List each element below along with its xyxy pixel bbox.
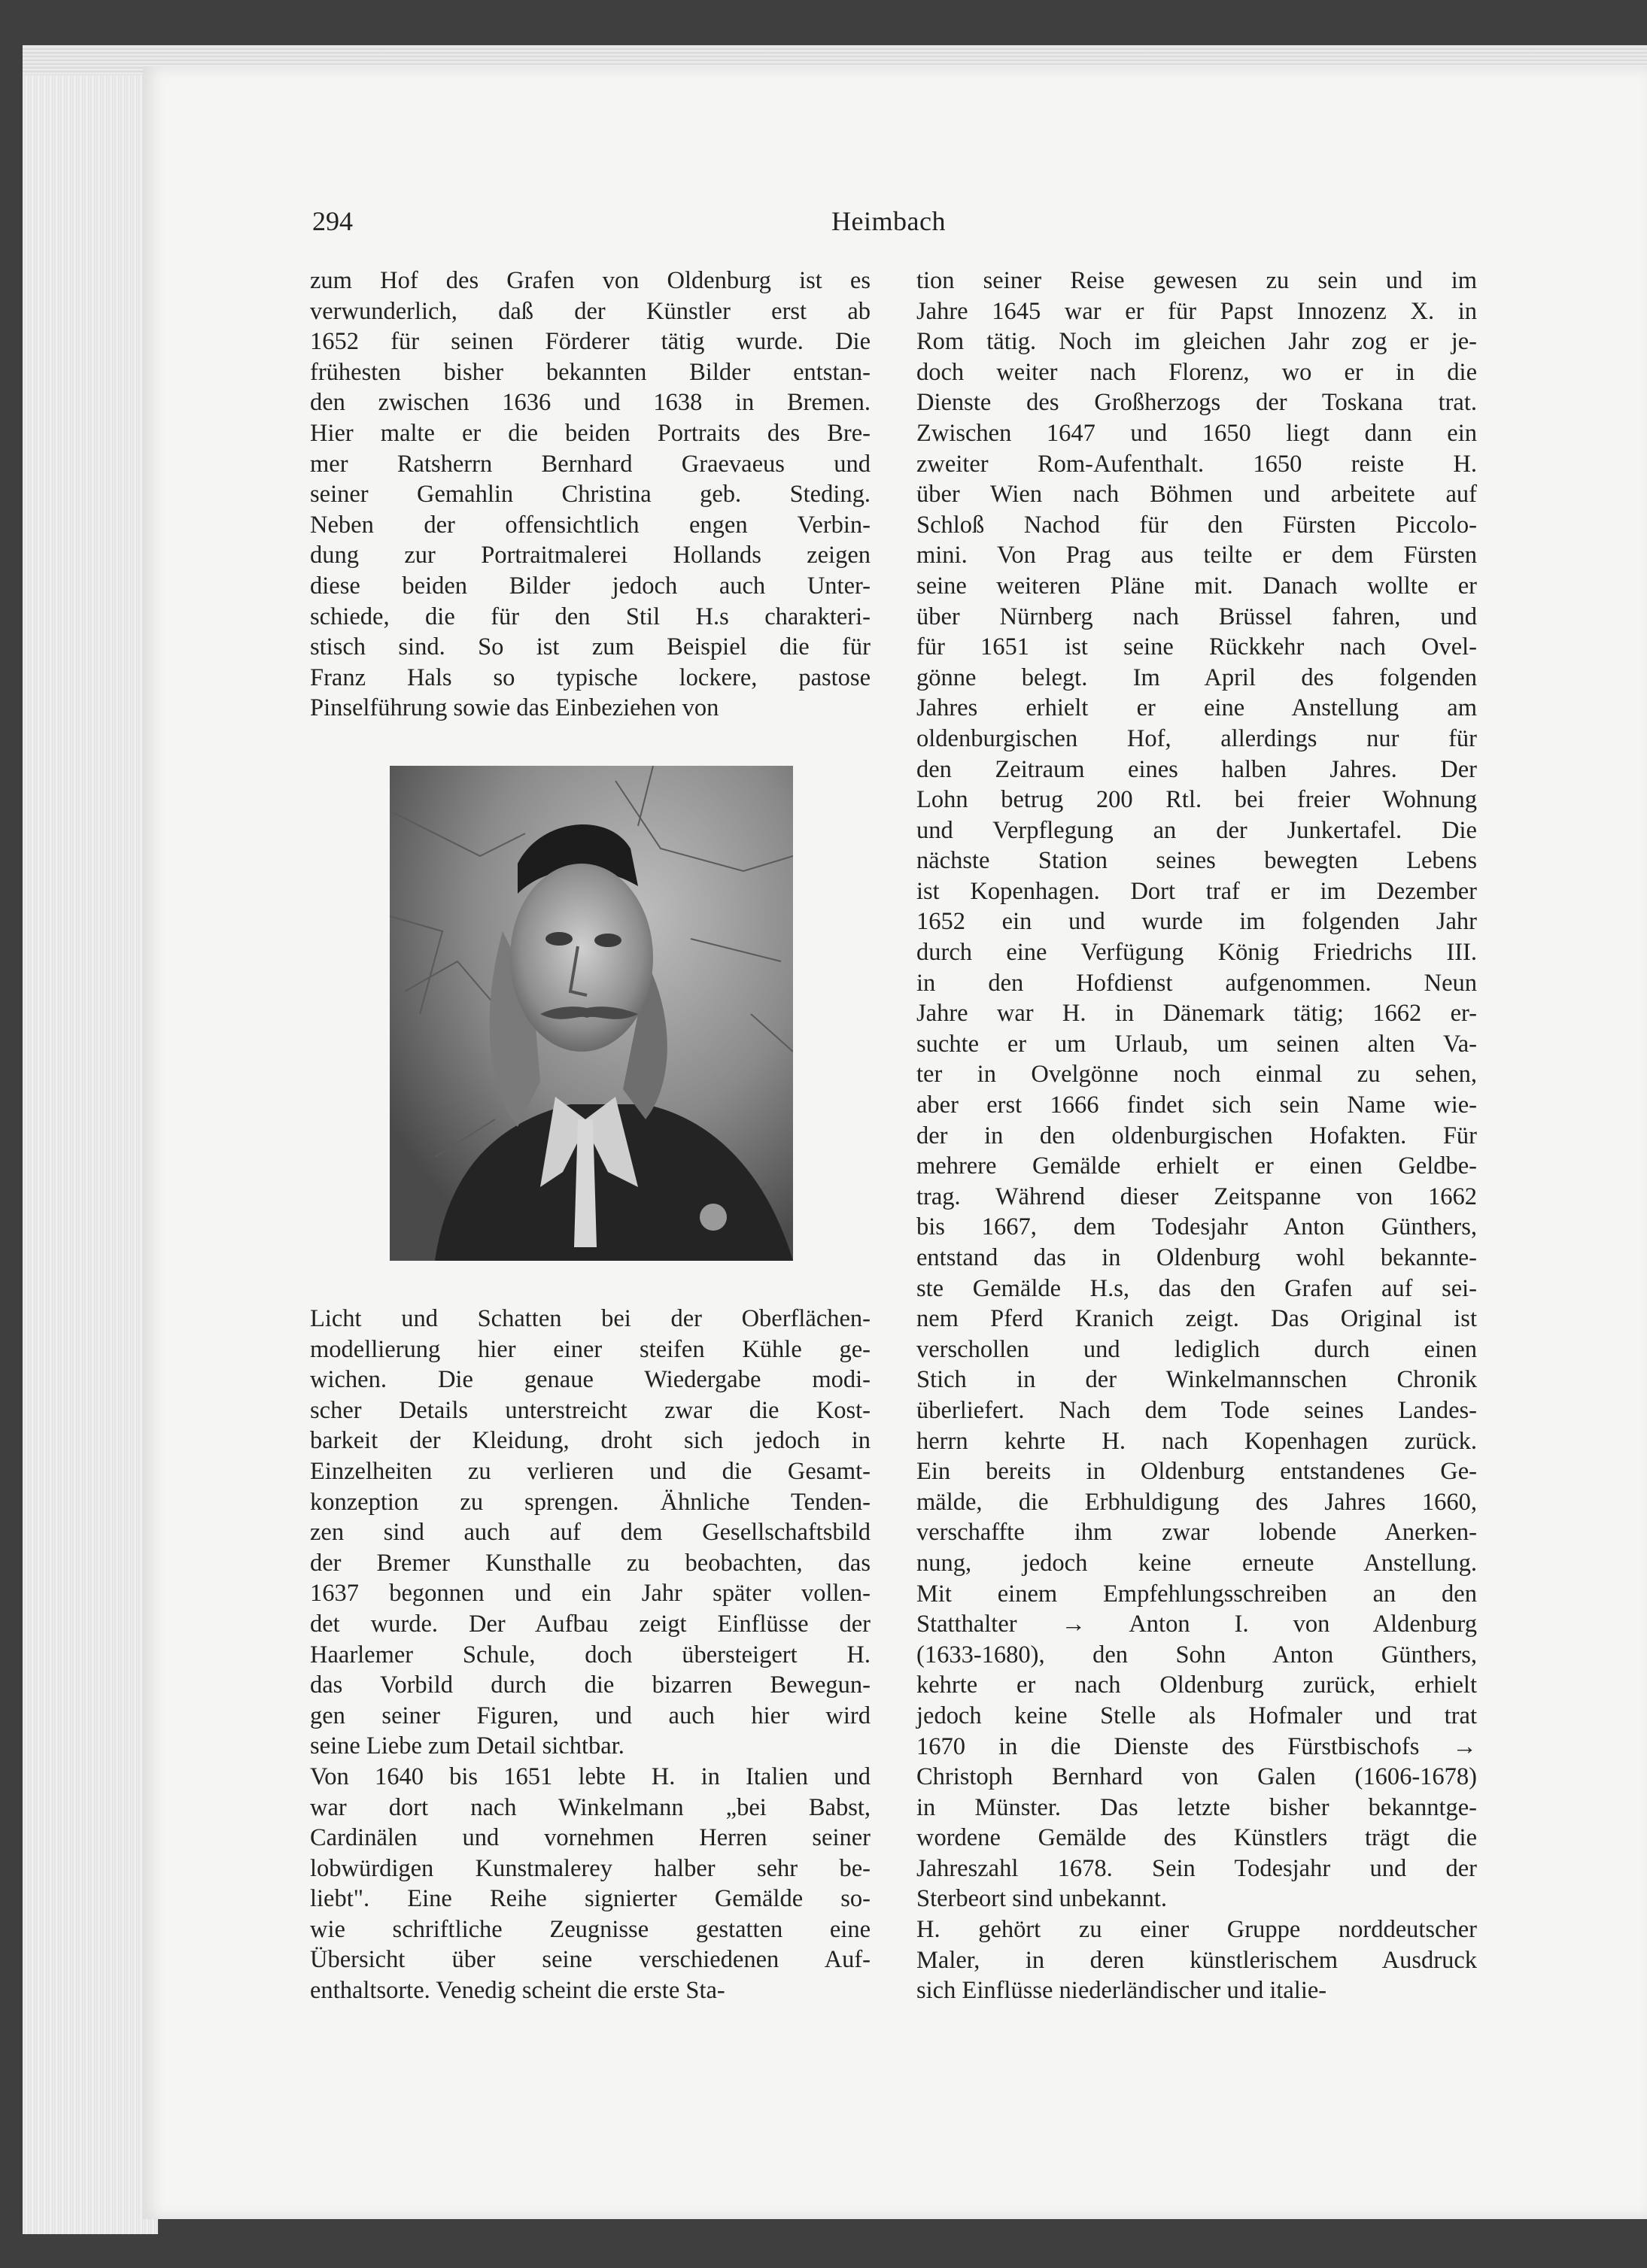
text-line: modellierung hier einer steifen Kühle ge- <box>310 1335 871 1363</box>
text-line: Haarlemer Schule, doch übersteigert H. <box>310 1641 871 1668</box>
page-number: 294 <box>312 206 353 236</box>
text-line: Jahres erhielt er eine Anstellung am <box>916 694 1477 722</box>
text-line: suchte er um Urlaub, um seinen alten Va- <box>916 1030 1477 1058</box>
text-line: der in den oldenburgischen Hofakten. Für <box>916 1122 1477 1149</box>
text-line: ist Kopenhagen. Dort traf er im Dezember <box>916 877 1477 905</box>
text-line: ter in Ovelgönne noch einmal zu sehen, <box>916 1061 1477 1088</box>
text-line: 1652 ein und wurde im folgenden Jahr <box>916 908 1477 936</box>
text-line: liebt". Eine Reihe signierter Gemälde so- <box>310 1885 871 1913</box>
text-line: oldenburgischen Hof, allerdings nur für <box>916 724 1477 752</box>
text-line: H. gehört zu einer Gruppe norddeutscher <box>916 1916 1477 1944</box>
text-line: entstand das in Oldenburg wohl bekannte- <box>916 1244 1477 1271</box>
text-line: gen seiner Figuren, und auch hier wird <box>310 1702 871 1729</box>
text-line: nung, jedoch keine erneute Anstellung. <box>916 1549 1477 1577</box>
text-line: Hier malte er die beiden Portraits des Bre- <box>310 419 871 447</box>
text-line: durch eine Verfügung König Friedrichs III. <box>916 939 1477 967</box>
text-line: Jahre war H. in Dänemark tätig; 1662 er- <box>916 1000 1477 1028</box>
text-line: Jahreszahl 1678. Sein Todesjahr und der <box>916 1854 1477 1882</box>
text-line: Rom tätig. Noch im gleichen Jahr zog er je- <box>916 328 1477 356</box>
text-line: Dienste des Großherzogs der Toskana trat. <box>916 389 1477 417</box>
text-line: das Vorbild durch die bizarren Bewegun- <box>310 1671 871 1699</box>
text-line: frühesten bisher bekannten Bilder entstan- <box>310 358 871 386</box>
text-line: überliefert. Nach dem Tode seines Landes- <box>916 1396 1477 1424</box>
text-line: dung zur Portraitmalerei Hollands zeigen <box>310 542 871 569</box>
text-line: kehrte er nach Oldenburg zurück, erhielt <box>916 1671 1477 1699</box>
text-line: mini. Von Prag aus teilte er dem Fürsten <box>916 542 1477 569</box>
text-line: wie schriftliche Zeugnisse gestatten eine <box>310 1915 871 1943</box>
text-line: und Verpflegung an der Junkertafel. Die <box>916 816 1477 844</box>
text-line: Cardinälen und vornehmen Herren seiner <box>310 1824 871 1852</box>
text-line: verschollen und lediglich durch einen <box>916 1335 1477 1363</box>
text-line: (1633-1680), den Sohn Anton Günthers, <box>916 1641 1477 1668</box>
text-line: über Nürnberg nach Brüssel fahren, und <box>916 603 1477 630</box>
text-line: bis 1667, dem Todesjahr Anton Günthers, <box>916 1213 1477 1241</box>
text-line: Von 1640 bis 1651 lebte H. in Italien und <box>310 1762 871 1790</box>
text-line: in Münster. Das letzte bisher bekanntge- <box>916 1793 1477 1821</box>
text-line: gönne belegt. Im April des folgenden <box>916 663 1477 691</box>
text-line: Lohn betrug 200 Rtl. bei freier Wohnung <box>916 786 1477 814</box>
text-line: jedoch keine Stelle als Hofmaler und trat <box>916 1702 1477 1729</box>
text-line: Licht und Schatten bei der Oberflächen- <box>310 1305 871 1332</box>
text-line: für 1651 ist seine Rückkehr nach Ovel- <box>916 633 1477 661</box>
text-line: Stich in der Winkelmannschen Chronik <box>916 1366 1477 1394</box>
text-line: wordene Gemälde des Künstlers trägt die <box>916 1824 1477 1852</box>
text-line: seiner Gemahlin Christina geb. Steding. <box>310 481 871 509</box>
text-line: Schloß Nachod für den Fürsten Piccolo- <box>916 511 1477 539</box>
text-line: doch weiter nach Florenz, wo er in die <box>916 358 1477 386</box>
text-line: zum Hof des Grafen von Oldenburg ist es <box>310 267 871 294</box>
book-page-stack-left <box>23 75 158 2234</box>
text-line: zweiter Rom-Aufenthalt. 1650 reiste H. <box>916 450 1477 478</box>
text-line: 1637 begonnen und ein Jahr später vollen- <box>310 1580 871 1608</box>
text-line: mälde, die Erbhuldigung des Jahres 1660, <box>916 1488 1477 1516</box>
text-line: aber erst 1666 findet sich sein Name wie- <box>916 1091 1477 1119</box>
text-line: in den Hofdienst aufgenommen. Neun <box>916 969 1477 997</box>
text-line: Christoph Bernhard von Galen (1606-1678) <box>916 1763 1477 1791</box>
text-line: trag. Während dieser Zeitspanne von 1662 <box>916 1183 1477 1210</box>
text-line: Jahre 1645 war er für Papst Innozenz X. in <box>916 297 1477 325</box>
portrait-photo-icon <box>390 766 793 1261</box>
running-title: Heimbach <box>831 206 946 236</box>
text-line: war dort nach Winkelmann „bei Babst, <box>310 1793 871 1821</box>
text-line: Statthalter → Anton I. von Aldenburg <box>916 1611 1477 1638</box>
text-line: enthaltsorte. Venedig scheint die erste Sta- <box>310 1977 725 2005</box>
text-line: herrn kehrte H. nach Kopenhagen zurück. <box>916 1427 1477 1455</box>
text-line: Pinselführung sowie das Einbeziehen von <box>310 694 719 722</box>
text-line: scher Details unterstreicht zwar die Kost- <box>310 1396 871 1424</box>
right-column <box>916 266 1477 2006</box>
text-line: den Zeitraum eines halben Jahres. Der <box>916 755 1477 783</box>
text-line: verwunderlich, daß der Künstler erst ab <box>310 297 871 325</box>
text-line: Einzelheiten zu verlieren und die Gesamt- <box>310 1457 871 1485</box>
text-line: Maler, in deren künstlerischem Ausdruck <box>916 1946 1477 1974</box>
text-line: Zwischen 1647 und 1650 liegt dann ein <box>916 419 1477 447</box>
text-line: lobwürdigen Kunstmalerey halber sehr be- <box>310 1854 871 1882</box>
text-line: sich Einflüsse niederländischer und italie- <box>916 1977 1327 2005</box>
text-line: seine weiteren Pläne mit. Danach wollte er <box>916 572 1477 600</box>
text-line: det wurde. Der Aufbau zeigt Einflüsse der <box>310 1610 871 1638</box>
text-line: den zwischen 1636 und 1638 in Bremen. <box>310 389 871 417</box>
text-line: seine Liebe zum Detail sichtbar. <box>310 1732 624 1760</box>
text-line: Ein bereits in Oldenburg entstandenes Ge- <box>916 1458 1477 1486</box>
text-line: Übersicht über seine verschiedenen Auf- <box>310 1946 871 1974</box>
text-line: schiede, die für den Stil H.s charakteri- <box>310 603 871 630</box>
text-line: zen sind auch auf dem Gesellschaftsbild <box>310 1519 871 1547</box>
text-line: Mit einem Empfehlungsschreiben an den <box>916 1580 1477 1608</box>
text-line: Sterbeort sind unbekannt. <box>916 1885 1168 1913</box>
text-line: tion seiner Reise gewesen zu sein und im <box>916 267 1477 294</box>
text-line: über Wien nach Böhmen und arbeitete auf <box>916 481 1477 509</box>
text-line: diese beiden Bilder jedoch auch Unter- <box>310 572 871 600</box>
text-line: ste Gemälde H.s, das den Grafen auf sei- <box>916 1274 1477 1302</box>
portrait-figure <box>390 766 793 1261</box>
left-column-top <box>310 266 871 724</box>
text-line: wichen. Die genaue Wiedergabe modi- <box>310 1366 871 1394</box>
text-line: Franz Hals so typische lockere, pastose <box>310 663 871 691</box>
text-line: verschaffte ihm zwar lobende Anerken- <box>916 1519 1477 1547</box>
text-line: 1652 für seinen Förderer tätig wurde. Die <box>310 328 871 356</box>
text-line: nächste Station seines bewegten Lebens <box>916 847 1477 875</box>
text-line: stisch sind. So ist zum Beispiel die für <box>310 633 871 661</box>
text-line: mer Ratsherrn Bernhard Graevaeus und <box>310 450 871 478</box>
text-line: konzeption zu sprengen. Ähnliche Tenden- <box>310 1488 871 1516</box>
text-line: Neben der offensichtlich engen Verbin- <box>310 511 871 539</box>
text-line: nem Pferd Kranich zeigt. Das Original ist <box>916 1305 1477 1333</box>
text-line: der Bremer Kunsthalle zu beobachten, das <box>310 1549 871 1577</box>
left-column-bottom <box>310 1304 871 2006</box>
text-line: mehrere Gemälde erhielt er einen Geldbe- <box>916 1152 1477 1180</box>
text-line: 1670 in die Dienste des Fürstbischofs → <box>916 1732 1477 1760</box>
text-line: barkeit der Kleidung, droht sich jedoch in <box>310 1427 871 1455</box>
